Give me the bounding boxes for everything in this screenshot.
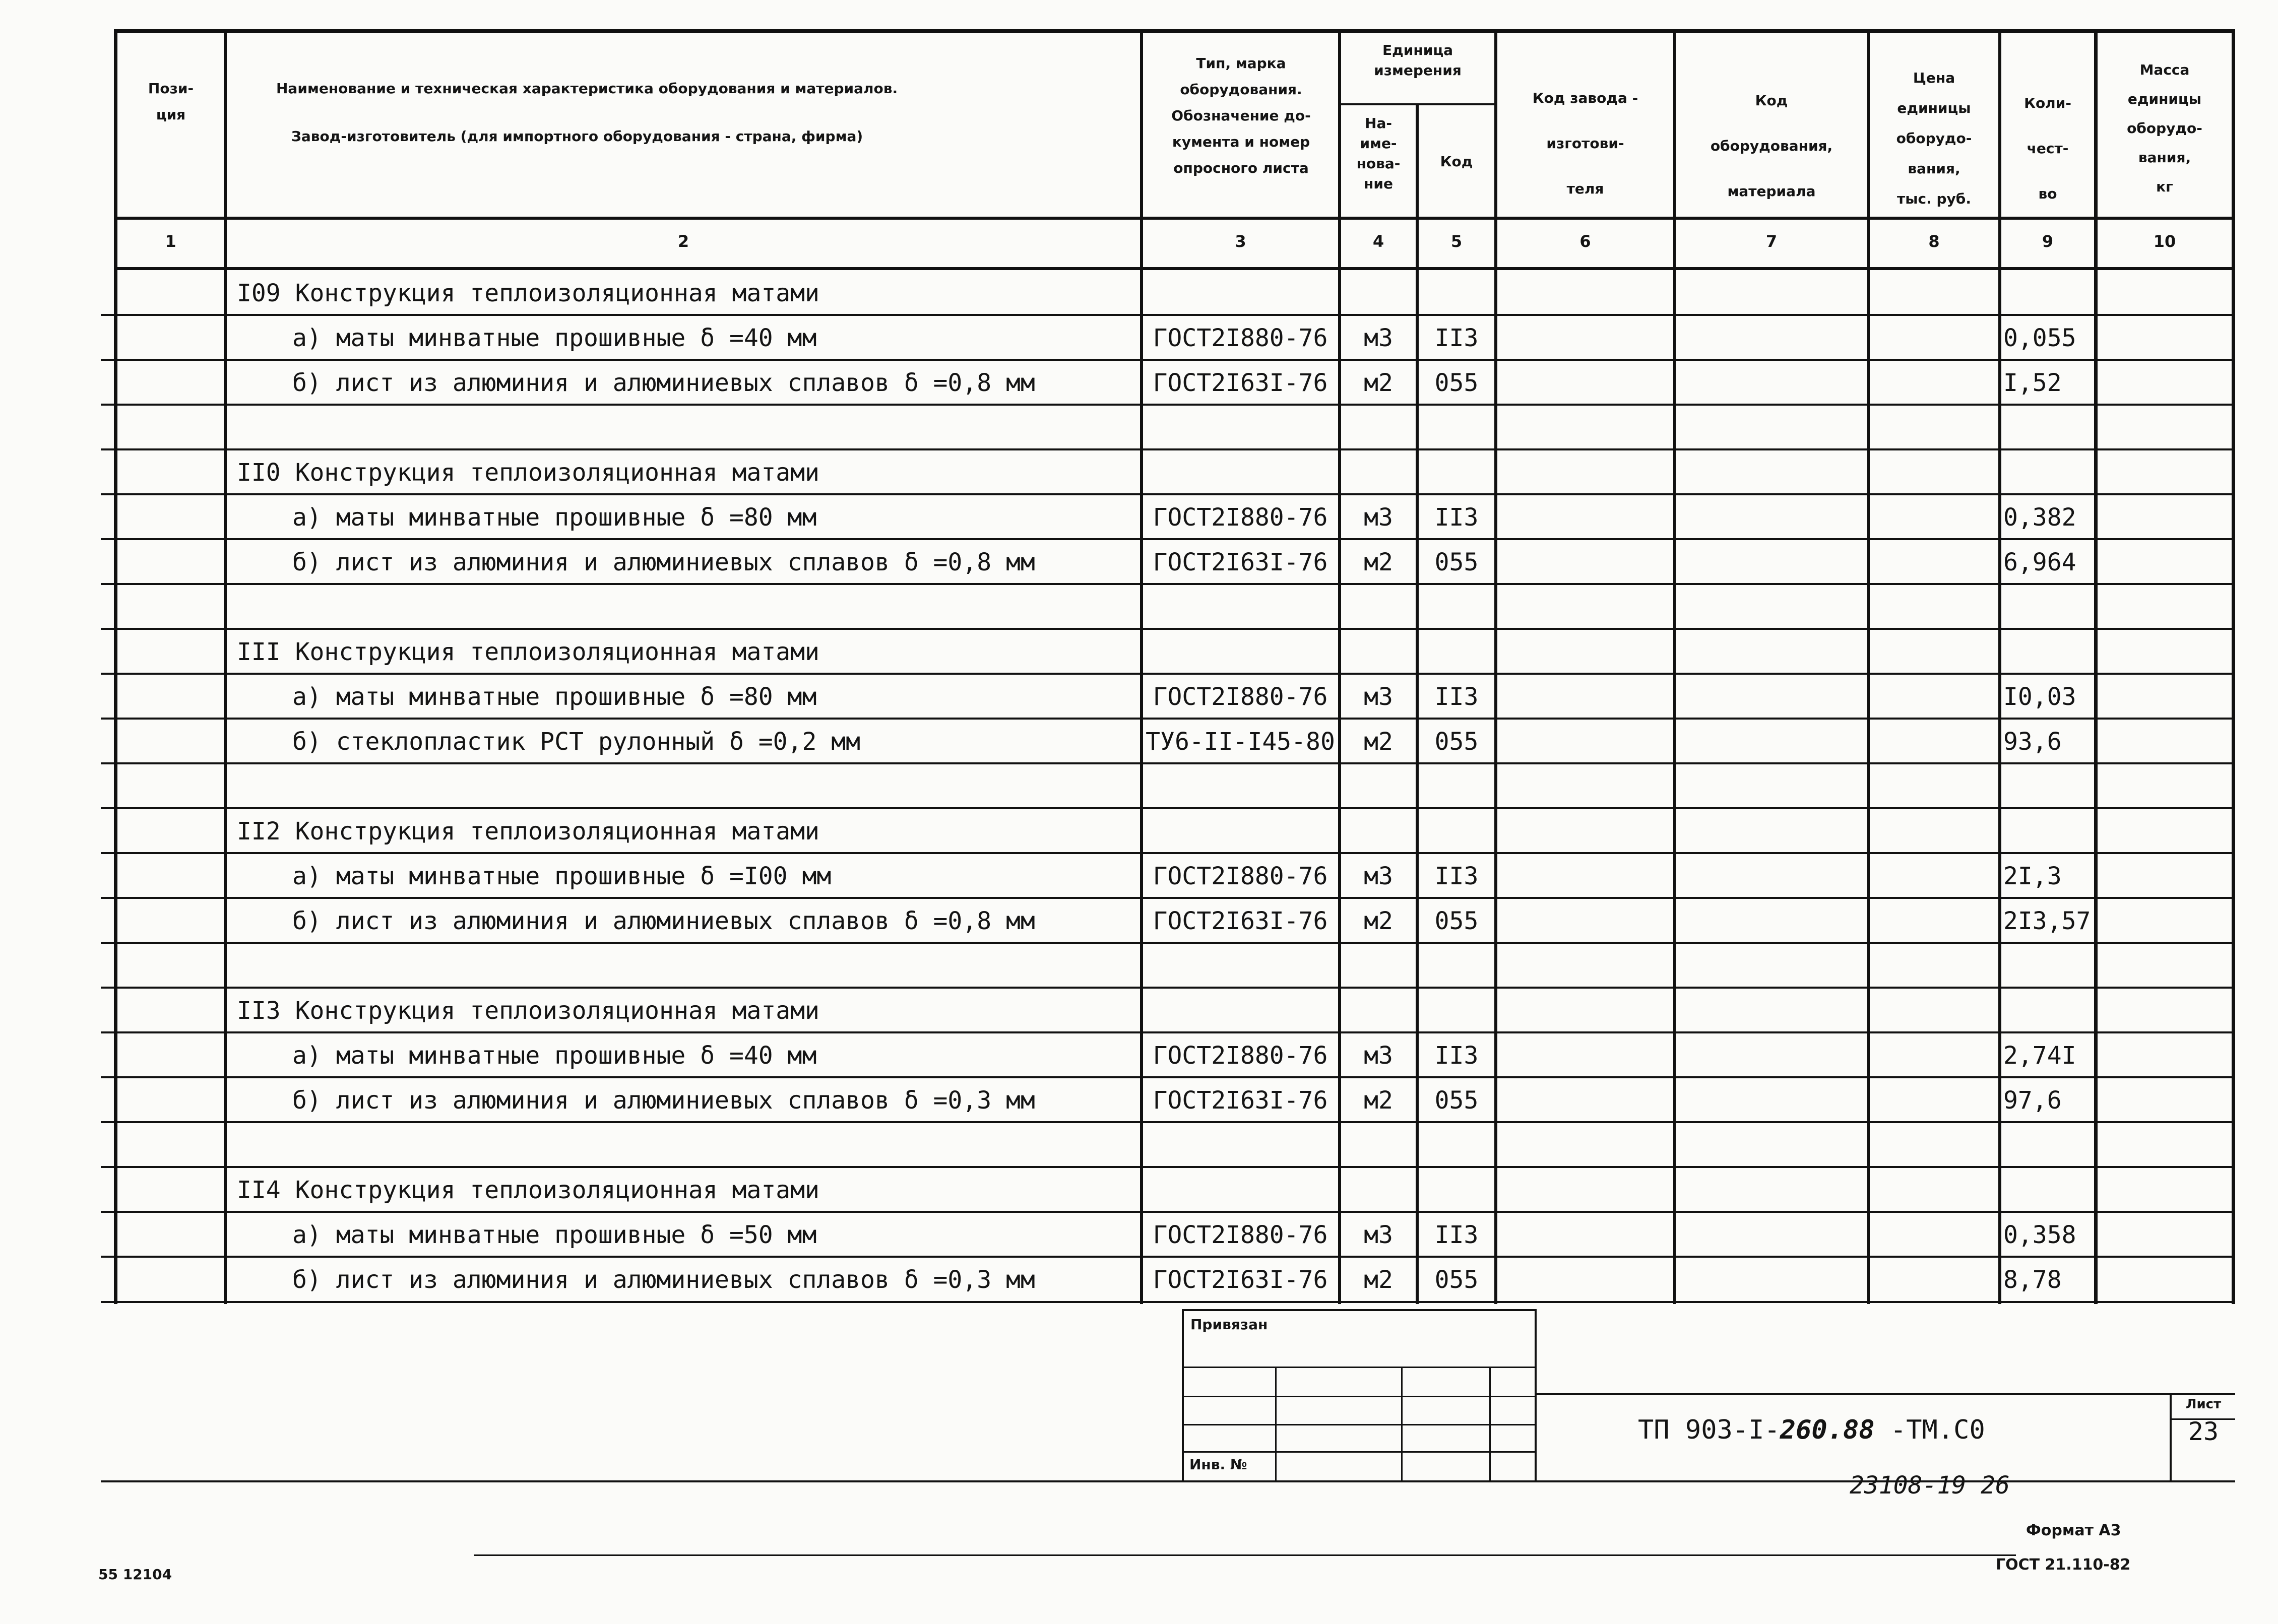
cell-code: II3 bbox=[1434, 1042, 1479, 1070]
cell-name: а) маты минватные прошивные δ =80 мм bbox=[292, 683, 817, 711]
cell-qty: 6,964 bbox=[2003, 548, 2076, 576]
cell-qty: I0,03 bbox=[2003, 683, 2076, 711]
cell-name: а) маты минватные прошивные δ =I00 мм bbox=[292, 862, 832, 890]
cell-doc: ГОСТ2I880-76 bbox=[1153, 683, 1328, 711]
header-name-line2: Завод-изготовитель (для импортного оборудования - страна, фирма) bbox=[291, 128, 863, 145]
inventory-number-label: Инв. № bbox=[1189, 1456, 1247, 1473]
cell-code: II3 bbox=[1434, 503, 1479, 532]
cell-doc: ГОСТ2I63I-76 bbox=[1153, 369, 1328, 397]
cell-doc: ГОСТ2I63I-76 bbox=[1153, 548, 1328, 576]
cell-doc: ТУ6-II-I45-80 bbox=[1146, 728, 1335, 756]
cell-name: II4 Конструкция теплоизоляционная матами bbox=[237, 1176, 819, 1204]
cell-code: 055 bbox=[1434, 1266, 1479, 1294]
header-quantity: Коли- чест- во bbox=[2024, 95, 2071, 202]
designation-suffix: -ТМ.С0 bbox=[1874, 1415, 1985, 1445]
cell-name: а) маты минватные прошивные δ =40 мм bbox=[292, 324, 817, 352]
cell-code: 055 bbox=[1434, 907, 1479, 935]
column-number: 1 bbox=[165, 232, 176, 251]
header-position: Пози- ция bbox=[148, 80, 194, 123]
cell-qty: 0,358 bbox=[2003, 1221, 2076, 1249]
cell-name: б) лист из алюминия и алюминиевых сплавов δ =0,3 мм bbox=[292, 1086, 1035, 1115]
cell-qty: 97,6 bbox=[2003, 1086, 2062, 1115]
cell-name: а) маты минватные прошивные δ =50 мм bbox=[292, 1221, 817, 1249]
format-label: Формат А3 bbox=[2026, 1522, 2121, 1539]
cell-unit: м2 bbox=[1364, 1266, 1393, 1294]
cell-unit: м3 bbox=[1364, 683, 1393, 711]
column-number: 10 bbox=[2153, 232, 2176, 251]
cell-qty: I,52 bbox=[2003, 369, 2062, 397]
header-unit-code: Код bbox=[1440, 153, 1473, 170]
cell-code: 055 bbox=[1434, 728, 1479, 756]
cell-qty: 8,78 bbox=[2003, 1266, 2062, 1294]
header-price: Цена единицы оборудо- вания, тыс. руб. bbox=[1896, 70, 1972, 207]
left-code: 55 12104 bbox=[98, 1566, 172, 1583]
document-designation bbox=[1638, 1415, 1985, 1445]
cell-code: II3 bbox=[1434, 862, 1479, 890]
cell-doc: ГОСТ2I880-76 bbox=[1153, 1042, 1328, 1070]
column-number: 6 bbox=[1579, 232, 1591, 251]
cell-doc: ГОСТ2I880-76 bbox=[1153, 1221, 1328, 1249]
cell-name: II3 Конструкция теплоизоляционная матами bbox=[237, 997, 819, 1025]
column-number: 2 bbox=[677, 232, 689, 251]
cell-doc: ГОСТ2I880-76 bbox=[1153, 503, 1328, 532]
cell-doc: ГОСТ2I63I-76 bbox=[1153, 1266, 1328, 1294]
cell-unit: м3 bbox=[1364, 503, 1393, 532]
sheet-number: 23 bbox=[2188, 1417, 2219, 1446]
cell-code: 055 bbox=[1434, 1086, 1479, 1115]
cell-code: 055 bbox=[1434, 369, 1479, 397]
cell-qty: 2I3,57 bbox=[2003, 907, 2091, 935]
header-unit-name: На- име- нова- ние bbox=[1356, 115, 1401, 192]
cell-code: II3 bbox=[1434, 1221, 1479, 1249]
column-number: 9 bbox=[2042, 232, 2054, 251]
cell-name: б) лист из алюминия и алюминиевых сплавов δ =0,8 мм bbox=[292, 548, 1035, 576]
column-number: 3 bbox=[1235, 232, 1246, 251]
cell-name: I09 Конструкция теплоизоляционная матами bbox=[237, 279, 819, 307]
cell-name: б) лист из алюминия и алюминиевых сплавов δ =0,8 мм bbox=[292, 907, 1035, 935]
designation-handwritten: 260.88 bbox=[1780, 1415, 1875, 1445]
cell-unit: м2 bbox=[1364, 369, 1393, 397]
sheet-label: Лист bbox=[2185, 1397, 2222, 1412]
cell-qty: 2I,3 bbox=[2003, 862, 2062, 890]
column-number: 7 bbox=[1765, 232, 1778, 251]
header-maker-code: Код завода - изготови- теля bbox=[1532, 90, 1638, 197]
cell-doc: ГОСТ2I880-76 bbox=[1153, 324, 1328, 352]
cell-doc: ГОСТ2I63I-76 bbox=[1153, 907, 1328, 935]
attached-label: Привязан bbox=[1190, 1316, 1268, 1333]
cell-name: б) лист из алюминия и алюминиевых сплавов δ =0,3 мм bbox=[292, 1266, 1035, 1294]
cell-unit: м2 bbox=[1364, 1086, 1393, 1115]
column-number: 5 bbox=[1450, 232, 1463, 251]
cell-unit: м2 bbox=[1364, 907, 1393, 935]
cell-name: III Конструкция теплоизоляционная матами bbox=[237, 638, 819, 666]
column-number: 8 bbox=[1928, 232, 1940, 251]
cell-qty: 0,382 bbox=[2003, 503, 2076, 532]
cell-unit: м3 bbox=[1364, 1042, 1393, 1070]
designation-prefix: ТП 903-I- bbox=[1638, 1415, 1780, 1445]
column-number: 4 bbox=[1372, 232, 1384, 251]
header-mass: Масса единицы оборудо- вания, кг bbox=[2127, 61, 2202, 195]
cell-code: II3 bbox=[1434, 324, 1479, 352]
cell-name: а) маты минватные прошивные δ =40 мм bbox=[292, 1042, 817, 1070]
header-name-line1: Наименование и техническая характеристика оборудования и материалов. bbox=[276, 80, 898, 97]
cell-name: II2 Конструкция теплоизоляционная матами bbox=[237, 817, 819, 846]
cell-unit: м3 bbox=[1364, 324, 1393, 352]
cell-unit: м2 bbox=[1364, 728, 1393, 756]
cell-doc: ГОСТ2I880-76 bbox=[1153, 862, 1328, 890]
archive-stamp: 23108-19 26 bbox=[1850, 1471, 2010, 1500]
cell-doc: ГОСТ2I63I-76 bbox=[1153, 1086, 1328, 1115]
cell-name: б) лист из алюминия и алюминиевых сплавов δ =0,8 мм bbox=[292, 369, 1035, 397]
cell-unit: м3 bbox=[1364, 1221, 1393, 1249]
cell-unit: м3 bbox=[1364, 862, 1393, 890]
cell-name: а) маты минватные прошивные δ =80 мм bbox=[292, 503, 817, 532]
header-type: Тип, марка оборудования. Обозначение до- кумента и номер опросного листа bbox=[1171, 55, 1311, 176]
cell-qty: 2,74I bbox=[2003, 1042, 2076, 1070]
cell-unit: м2 bbox=[1364, 548, 1393, 576]
cell-code: II3 bbox=[1434, 683, 1479, 711]
gost-label: ГОСТ 21.110-82 bbox=[1996, 1556, 2131, 1574]
header-unit: Единица измерения bbox=[1374, 42, 1462, 79]
header-equipment-code: Код оборудования, материала bbox=[1710, 92, 1833, 200]
cell-code: 055 bbox=[1434, 548, 1479, 576]
cell-name: II0 Конструкция теплоизоляционная матами bbox=[237, 459, 819, 487]
cell-qty: 0,055 bbox=[2003, 324, 2076, 352]
cell-qty: 93,6 bbox=[2003, 728, 2062, 756]
cell-name: б) стеклопластик РСТ рулонный δ =0,2 мм bbox=[292, 728, 861, 756]
